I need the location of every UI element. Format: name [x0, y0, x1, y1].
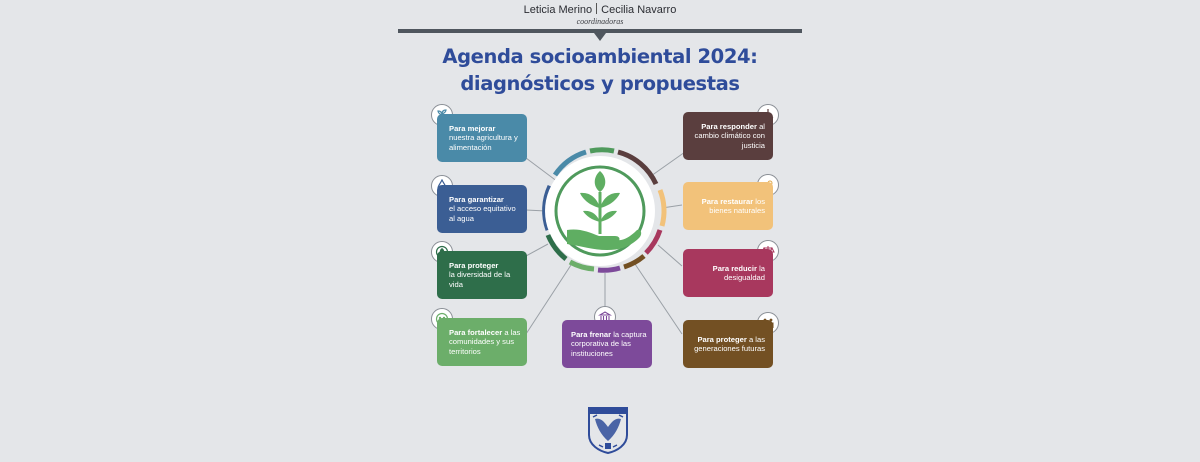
goal-restore-bold: Para restaurar	[701, 196, 754, 206]
goal-agriculture	[437, 114, 527, 162]
goal-biodiversity-text: la diversidad de la vida	[449, 270, 511, 289]
goal-agriculture-bold: Para mejorar	[449, 124, 496, 134]
goal-water	[437, 185, 527, 233]
goal-inequality	[683, 249, 773, 297]
goal-inequality-bold: Para reducir	[712, 263, 757, 273]
goal-corporate-bold: Para frenar	[571, 330, 612, 340]
goal-agriculture-text: nuestra agricultura y alimentación	[449, 133, 518, 152]
goal-communities-bold: Para fortalecer	[449, 328, 503, 338]
goal-communities-text: a las comunidades y sus territorios	[449, 328, 521, 356]
goal-inequality-text: la desigualdad	[724, 263, 765, 282]
author-1: Leticia Merino	[523, 4, 593, 16]
goal-future-bold: Para proteger	[697, 334, 747, 344]
goal-future	[683, 320, 773, 368]
goal-biodiversity-bold: Para proteger	[449, 261, 499, 271]
goal-climate	[683, 112, 773, 160]
goal-corporate	[562, 320, 652, 368]
goal-restore	[683, 182, 773, 230]
central-hub	[545, 156, 655, 266]
goal-future-text: a las generaciones futuras	[694, 334, 765, 353]
goal-biodiversity	[437, 251, 527, 299]
university-seal-icon	[585, 405, 631, 455]
title-line-1: Agenda socioambiental 2024:	[442, 45, 758, 68]
goal-communities	[437, 318, 527, 366]
book-cover	[398, 0, 802, 462]
author-2: Cecilia Navarro	[601, 4, 677, 16]
goal-water-text: el acceso equitativo al agua	[449, 204, 516, 223]
title-line-2: diagnósticos y propuestas	[460, 72, 740, 95]
goal-climate-bold: Para responder	[701, 122, 757, 132]
goal-climate-text: al cambio climático con justicia	[694, 122, 765, 150]
authors-role: coordinadoras	[576, 17, 624, 26]
goal-corporate-text: la captura corporativa de las instituciones	[571, 330, 647, 358]
goal-water-bold: Para garantizar	[449, 195, 504, 205]
plant-hand-icon	[545, 156, 655, 266]
goal-restore-text: los bienes naturales	[709, 196, 765, 215]
